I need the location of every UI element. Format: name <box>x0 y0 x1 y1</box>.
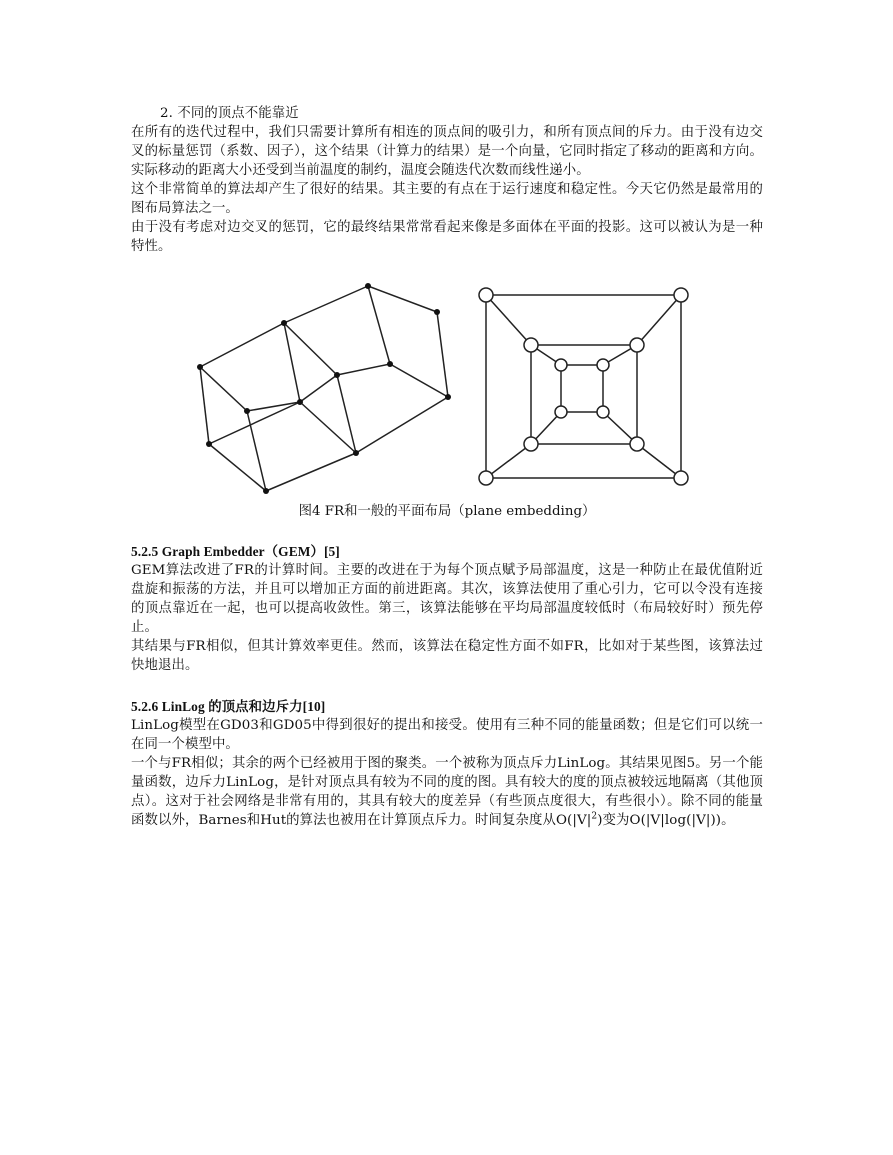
section-heading: 5.2.5 Graph Embedder（GEM）[5] <box>131 544 340 559</box>
figure-4 <box>190 280 700 502</box>
graph-vertex <box>197 364 203 370</box>
graph-vertex <box>334 372 340 378</box>
graph-vertex <box>281 320 287 326</box>
graph-vertex <box>365 283 371 289</box>
paragraph: 由于没有考虑对边交叉的惩罚，它的最终结果常常看起来像是多面体在平面的投影。这可以被认为是一种特性。 <box>131 220 763 254</box>
graph-vertex <box>297 399 303 405</box>
graph-node <box>674 288 688 302</box>
graph-node <box>479 471 493 485</box>
graph-node <box>524 437 538 451</box>
paragraph: LinLog模型在GD03和GD05中得到很好的提出和接受。使用有三种不同的能量函数；但是它们可以统一在同一个模型中。 <box>131 718 763 752</box>
graph-node <box>597 359 609 371</box>
graph-vertex <box>244 408 250 414</box>
graph-node <box>630 338 644 352</box>
paragraph-text-tail: )变为O(|V|log(|V|))。 <box>597 813 735 828</box>
section-gem <box>131 542 763 675</box>
plane-embedding-graph <box>479 288 688 485</box>
graph-vertex <box>434 309 440 315</box>
paragraph: 在所有的迭代过程中，我们只需要计算所有相连的顶点间的吸引力，和所有顶点间的斥力。由于没有边交叉的标量惩罚（系数、因子），这个结果（计算力的结果）是一个向量，它同时指定了移动的距离和方向。实际移动的距离大小还受到当前温度的制约，温度会随迭代次数而线性递小。 <box>131 125 763 178</box>
paragraph: GEM算法改进了FR的计算时间。主要的改进在于为每个顶点赋予局部温度，这是一种防止在最优值附近盘旋和振荡的方法，并且可以增加正方面的前进距离。其次，该算法使用了重心引力，它可以令没有连接的顶点靠近在一起，也可以提高收敛性。第三，该算法能够在平均局部温度较低时（布局较好时）预先停止。 <box>131 563 763 635</box>
graph-layout-figure <box>190 280 700 502</box>
graph-vertex <box>387 361 393 367</box>
fr-layout-graph <box>197 283 451 494</box>
graph-vertex <box>445 394 451 400</box>
list-item: 2. 不同的顶点不能靠近 <box>160 106 299 121</box>
figure-caption: 图4 FR和一般的平面布局（plane embedding） <box>298 504 596 519</box>
graph-node <box>555 359 567 371</box>
graph-vertex <box>263 488 269 494</box>
graph-node <box>524 338 538 352</box>
graph-vertex <box>206 441 212 447</box>
superscript: 2 <box>591 811 598 822</box>
paragraph: 这个非常简单的算法却产生了很好的结果。其主要的有点在于运行速度和稳定性。今天它仍然是最常用的图布局算法之一。 <box>131 182 763 216</box>
paragraph <box>131 754 763 830</box>
paragraph: 其结果与FR相似，但其计算效率更佳。然而，该算法在稳定性方面不如FR，比如对于某些图，该算法过快地退出。 <box>131 639 763 673</box>
paragraph-text: 一个与FR相似；其余的两个已经被用于图的聚类。一个被称为顶点斥力LinLog。其结果见图5。另一个能量函数，边斥力LinLog，是针对顶点具有较为不同的度的图。具有较大的度的顶点被较远地隔离（其他顶点）。这对于社会网络是非常有用的，其具有较大的度差异（有些顶点度很大，有些很小）。除不同的能量函数以外，Barnes和Hut的算法也被用在计算顶点斥力。时间复杂度从O(|V| <box>131 756 763 828</box>
section-linlog <box>131 697 763 830</box>
graph-node <box>630 437 644 451</box>
section-heading: 5.2.6 LinLog 的顶点和边斥力[10] <box>131 699 326 714</box>
graph-vertex <box>353 450 359 456</box>
section-fr-text <box>131 104 763 256</box>
graph-node <box>479 288 493 302</box>
graph-node <box>597 406 609 418</box>
graph-node <box>674 471 688 485</box>
graph-node <box>555 406 567 418</box>
